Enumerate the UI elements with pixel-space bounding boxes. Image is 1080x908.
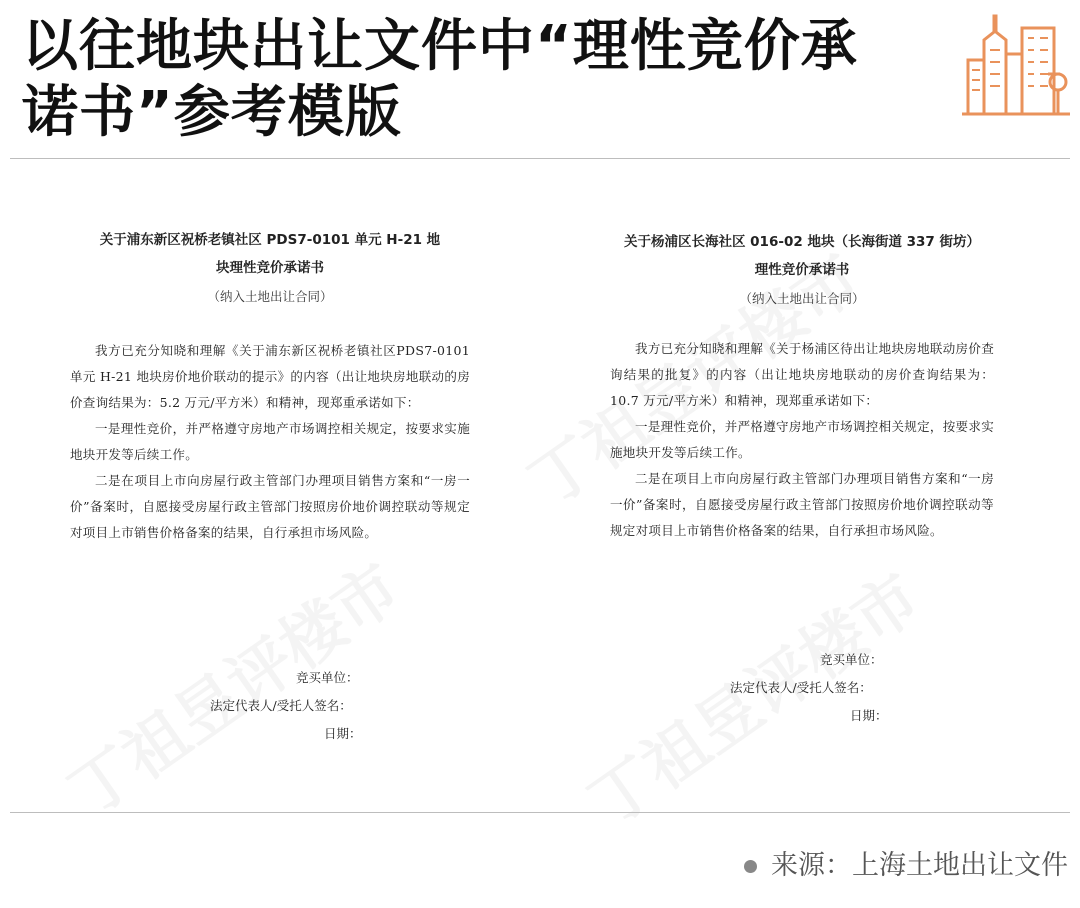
document-left-paragraph-1: 我方已充分知晓和理解《关于浦东新区祝桥老镇社区PDS7-0101 单元 H-21 地块房价地价联动的提示》的内容（出让地块房地联动的房价查询结果为：5.2 万元/平方米）和精神，现郑重承诺如下： xyxy=(70,343,470,410)
document-left-title-line-2: 块理性竞价承诺书 xyxy=(216,260,324,276)
page-title xyxy=(22,14,922,146)
document-right-date-label: 日期： xyxy=(850,708,888,723)
document-left xyxy=(70,226,470,766)
footer-divider xyxy=(10,812,1070,813)
page-title-line-1: 以往地块出让文件中“理性竞价承 xyxy=(22,14,858,79)
document-right-title-line-1: 关于杨浦区长海社区 016-02 地块（长海街道 337 街坊） xyxy=(623,234,981,250)
document-right-title-line-2: 理性竞价承诺书 xyxy=(754,262,850,278)
source-text: 来源：上海土地出让文件 xyxy=(771,850,1068,881)
source-note xyxy=(744,843,1068,882)
document-left-bidder-label: 竞买单位： xyxy=(296,670,359,685)
document-right-paragraph-2: 一是理性竞价，并严格遵守房地产市场调控相关规定，按要求实施地块开发等后续工作。 xyxy=(610,419,994,460)
bullet-dot-icon xyxy=(744,860,757,873)
document-left-paragraph-3: 二是在项目上市向房屋行政主管部门办理项目销售方案和“一房一价”备案时，自愿接受房屋行政主管部门按照房价地价调控联动等规定对项目上市销售价格备案的结果，自行承担市场风险。 xyxy=(70,473,470,540)
document-left-subtitle: （纳入土地出让合同） xyxy=(207,289,333,304)
document-left-date-label: 日期： xyxy=(324,726,362,741)
document-right xyxy=(610,228,994,728)
header-divider xyxy=(10,158,1070,159)
document-left-paragraph-2: 一是理性竞价，并严格遵守房地产市场调控相关规定，按要求实施地块开发等后续工作。 xyxy=(70,421,470,462)
document-left-title-line-1: 关于浦东新区祝桥老镇社区 PDS7-0101 单元 H-21 地 xyxy=(99,232,441,248)
document-right-subtitle: （纳入土地出让合同） xyxy=(739,291,865,306)
page-title-line-2: 诺书”参考模版 xyxy=(22,80,402,145)
document-right-paragraph-1: 我方已充分知晓和理解《关于杨浦区待出让地块房地联动房价查询结果的批复》的内容（出让地块房地联动的房价查询结果为：10.7 万元/平方米）和精神，现郑重承诺如下： xyxy=(610,341,994,408)
document-right-signature-label: 法定代表人/受托人签名： xyxy=(730,680,872,695)
document-right-bidder-label: 竞买单位： xyxy=(820,652,883,667)
city-buildings-icon xyxy=(962,10,1072,120)
document-left-signature-label: 法定代表人/受托人签名： xyxy=(210,698,352,713)
document-right-paragraph-3: 二是在项目上市向房屋行政主管部门办理项目销售方案和“一房一价”备案时，自愿接受房屋行政主管部门按照房价地价调控联动等规定对项目上市销售价格备案的结果，自行承担市场风险。 xyxy=(610,471,994,538)
